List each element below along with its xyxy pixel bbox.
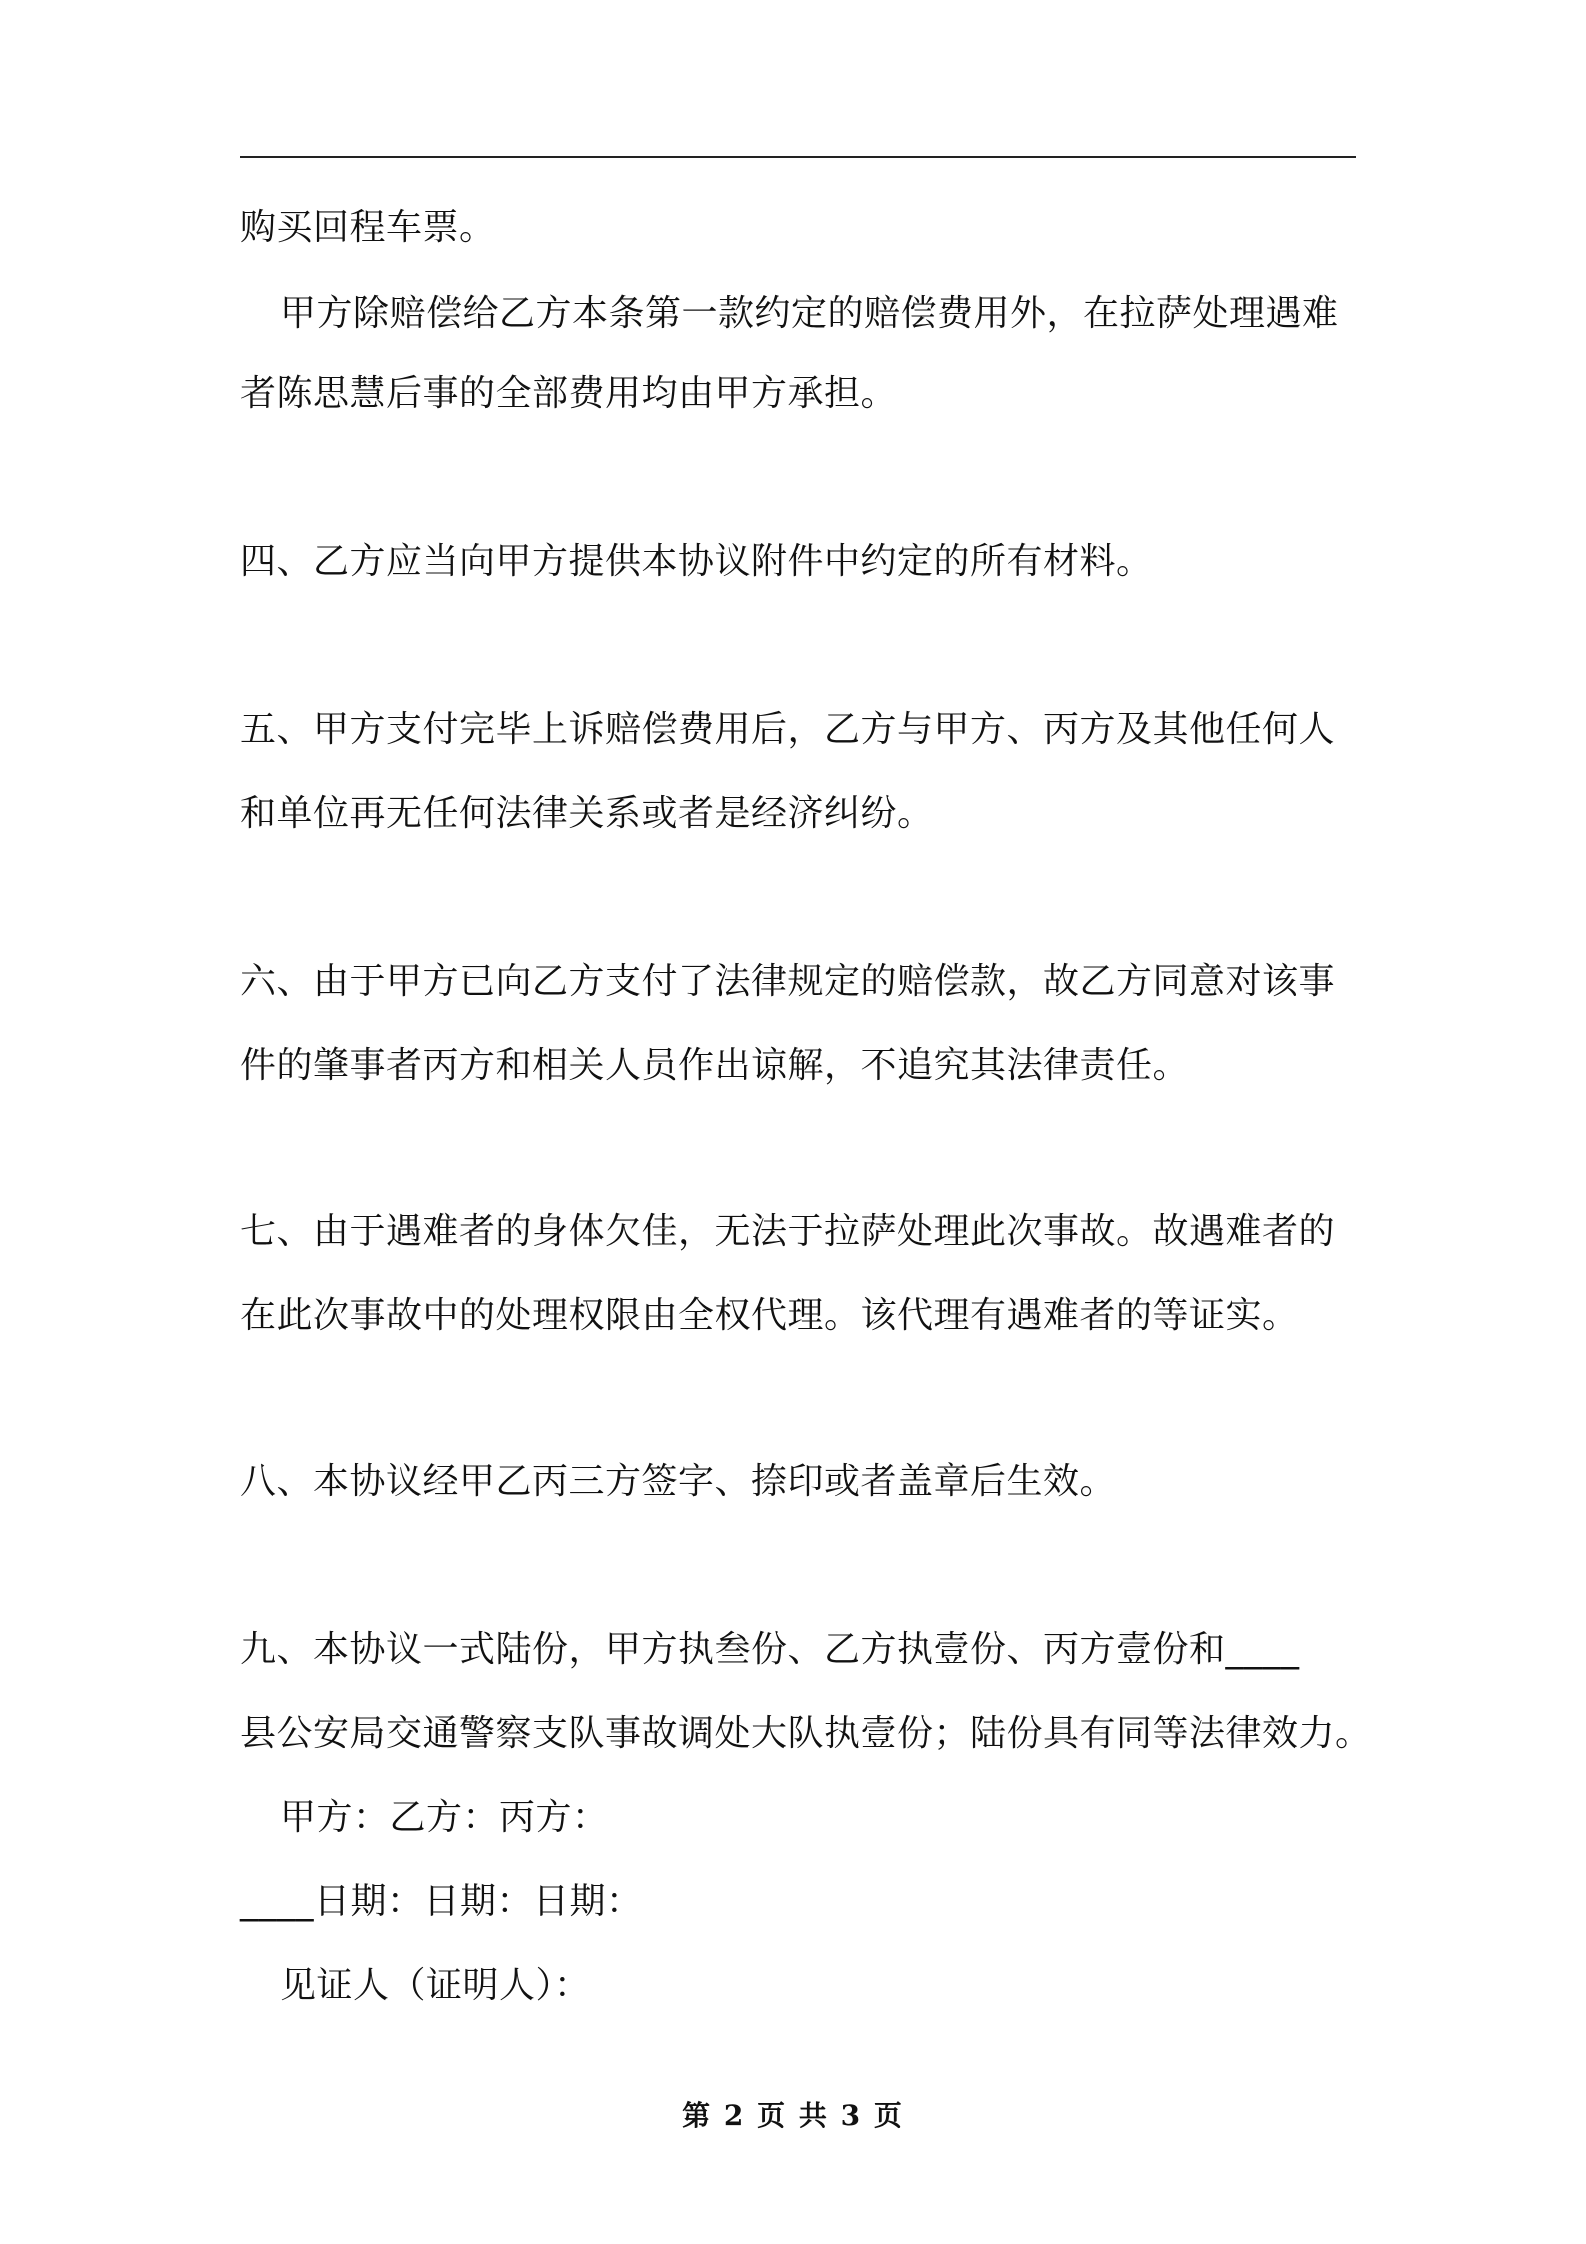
- clause-five: 五、甲方支付完毕上诉赔偿费用后，乙方与甲方、丙方及其他任何人: [240, 709, 1336, 750]
- clause-eight: 八、本协议经甲乙丙三方签字、捺印或者盖章后生效。: [240, 1461, 1117, 1502]
- clause-six: 六、由于甲方已向乙方支付了法律规定的赔偿款，故乙方同意对该事: [240, 961, 1336, 1002]
- text-line: 件的肇事者丙方和相关人员作出谅解，不追究其法律责任。: [240, 1045, 1190, 1086]
- signature-dates: ____日期：日期：日期：: [240, 1881, 643, 1922]
- text-line: 在此次事故中的处理权限由全权代理。该代理有遇难者的等证实。: [240, 1295, 1299, 1336]
- text-line: 和单位再无任何法律关系或者是经济纠纷。: [240, 793, 934, 834]
- text-line: 县公安局交通警察支队事故调处大队执壹份；陆份具有同等法律效力。: [240, 1713, 1372, 1754]
- header-rule: [240, 156, 1356, 158]
- signature-parties: 甲方：乙方：丙方：: [280, 1797, 609, 1838]
- clause-four: 四、乙方应当向甲方提供本协议附件中约定的所有材料。: [240, 541, 1153, 582]
- clause-seven: 七、由于遇难者的身体欠佳，无法于拉萨处理此次事故。故遇难者的: [240, 1211, 1336, 1252]
- text-line: 者陈思慧后事的全部费用均由甲方承担。: [240, 373, 898, 414]
- text-line: 购买回程车票。: [240, 207, 496, 248]
- clause-nine: 九、本协议一式陆份，甲方执叁份、乙方执壹份、丙方壹份和____: [240, 1629, 1300, 1670]
- page-number: 第 2 页 共 3 页: [682, 2099, 904, 2132]
- witness-line: 见证人（证明人）：: [280, 1965, 591, 2006]
- text-line: 甲方除赔偿给乙方本条第一款约定的赔偿费用外，在拉萨处理遇难: [280, 293, 1339, 334]
